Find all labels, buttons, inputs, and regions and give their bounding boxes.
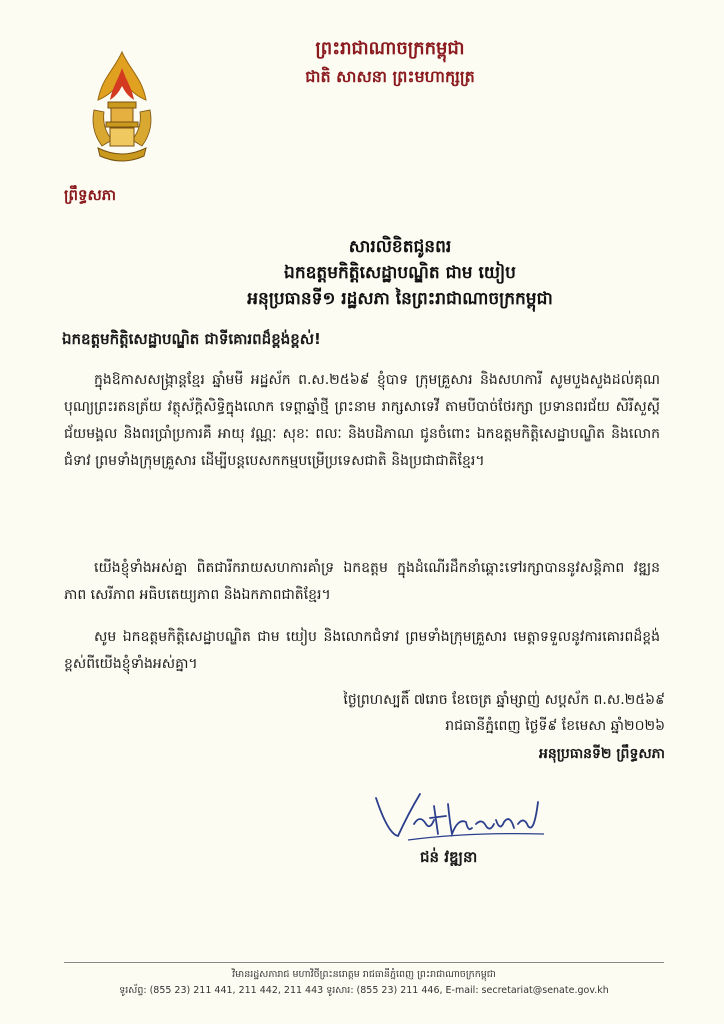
place-and-date: រាជធានីភ្នំពេញ ថ្ងៃទី៩ ខែមេសា ឆ្នាំ២០២៦ (445, 718, 665, 734)
body-paragraph-3: សូម ឯកឧត្តមកិត្តិសេដ្ឋាបណ្ឌិត ជាម យៀប និងលោកជំទាវ ព្រមទាំងក្រុមគ្រួសារ មេត្តាទទួលនូវការគោរពដ៏ខ្ពង់ខ្ពស់ពីយើងខ្ញុំទាំងអស់គ្នា។ (64, 629, 660, 672)
signer-title: អនុប្រធានទី២ ព្រឹទ្ធសភា (538, 746, 665, 762)
national-motto: ជាតិ សាសនា ព្រះមហាក្សត្រ (305, 67, 475, 86)
kingdom-heading: ព្រះរាជាណាចក្រកម្ពុជា (315, 38, 465, 59)
footer-divider (64, 962, 664, 963)
body-paragraph-1: ក្នុងឱកាសសង្ក្រាន្តខ្មែរ ឆ្នាំមមី អដ្ឋស័ក ព.ស.២៥៦៩ ខ្ញុំបាទ ក្រុមគ្រួសារ និងសហការី សូមបួងសួងដល់គុណបុណ្យព្រះរតនត្រ័យ វត្ថុស័ក្តិសិទ្ធិក្នុងលោក ទេព្តាឆ្នាំថ្មី ព្រះនាម រាក្សសាទេវី តាមបីបាច់ថែរក្សា ប្រទានពរជ័យ សិរីសួស្តី ជ័យមង្គល និងពរប្រាំប្រការគឺ អាយុ វណ្ណៈ សុខៈ ពលៈ និងបដិភាណ ជូនចំពោះ ឯកឧត្តមកិត្តិសេដ្ឋាបណ្ឌិត និងលោកជំទាវ ព្រមទាំងក្រុមគ្រួសារ ដើម្បីបន្តបេសកកម្មបម្រើប្រទេសជាតិ និងប្រជាជាតិខ្មែរ។ (64, 372, 660, 469)
footer-address: វិមានរដ្ឋសភារាជ មហាវិថីព្រះនរោត្តម រាជធានីភ្នំពេញ ព្រះរាជាណាចក្រកម្ពុជា (232, 969, 496, 980)
institution-name: ព្រឹទ្ធសភា (64, 186, 117, 204)
recipient-position: អនុប្រធានទី១ រដ្ឋសភា នៃព្រះរាជាណាចក្រកម្ពុជា (247, 289, 553, 309)
document-title: សារលិខិតជូនពរ (348, 237, 452, 257)
footer-contact: ទូរស័ព្ទ: (855 23) 211 441, 211 442, 211 443 ទូរសារ: (855 23) 211 446, E-mail: secretariat@senate.gov.kh (119, 985, 609, 996)
recipient-name: ឯកឧត្តមកិត្តិសេដ្ឋាបណ្ឌិត ជាម យៀប (284, 263, 516, 283)
handwritten-signature (368, 784, 548, 844)
signer-name: ជន់ វឌ្ឍនា (420, 848, 478, 866)
senate-emblem-icon (84, 50, 160, 165)
body-paragraph-2: យើងខ្ញុំទាំងអស់គ្នា ពិតជារីករាយសហការគាំទ្រ ឯកឧត្តម ក្នុងដំណើរដឹកនាំឆ្ពោះទៅរក្សាបាននូវសន្តិភាព វឌ្ឍនភាព សេរីភាព អធិបតេយ្យភាព និងឯកភាពជាតិខ្មែរ។ (64, 560, 660, 603)
lunar-date: ថ្ងៃព្រហស្បតិ៍ ៧រោច ខែចេត្រ ឆ្នាំម្សាញ់ សប្តស័ក ព.ស.២៥៦៩ (343, 692, 665, 708)
salutation: ឯកឧត្តមកិត្តិសេដ្ឋាបណ្ឌិត ជាទីគោរពដ៏ខ្ពង់ខ្ពស់! (62, 330, 321, 348)
